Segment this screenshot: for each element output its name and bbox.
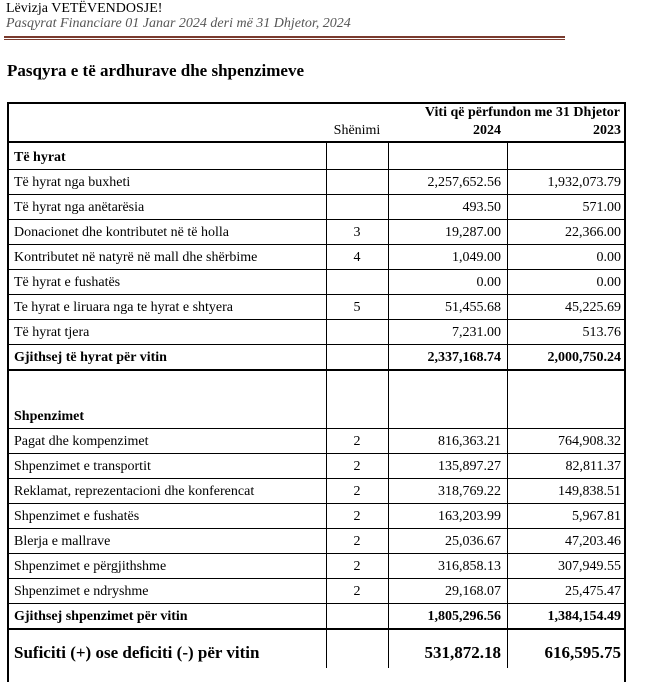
expense-total-value-2023: 1,384,154.49 bbox=[547, 609, 621, 624]
expense-row-value-2023: 82,811.37 bbox=[565, 459, 621, 474]
expense-row-value-2023: 149,838.51 bbox=[558, 484, 621, 499]
year-2023-header: 2023 bbox=[593, 123, 621, 138]
expense-row-label: Shpenzimet e përgjithshme bbox=[14, 559, 167, 574]
revenue-total-value-2023: 2,000,750.24 bbox=[547, 350, 621, 365]
revenue-row-value-2024: 51,455.68 bbox=[445, 300, 501, 315]
row-divider bbox=[8, 603, 625, 604]
expense-row-value-2024: 816,363.21 bbox=[438, 434, 501, 449]
expense-heading: Shpenzimet bbox=[14, 409, 84, 424]
period-label: Viti që përfundon me 31 Dhjetor bbox=[424, 105, 620, 120]
revenue-total-label: Gjithsej të hyrat për vitin bbox=[14, 350, 167, 365]
expense-row-note: 2 bbox=[353, 584, 361, 599]
row-divider bbox=[8, 478, 625, 479]
revenue-row-value-2023: 0.00 bbox=[596, 275, 621, 290]
revenue-row-label: Te hyrat e liruara nga te hyrat e shtyera bbox=[14, 300, 234, 315]
expense-row-value-2024: 25,036.67 bbox=[445, 534, 501, 549]
column-divider bbox=[326, 142, 327, 668]
revenue-row-label: Të hyrat e fushatës bbox=[14, 275, 121, 290]
expense-row-label: Shpenzimet e fushatës bbox=[14, 509, 140, 524]
expense-row-note: 2 bbox=[353, 559, 361, 574]
expense-row-value-2023: 5,967.81 bbox=[572, 509, 621, 524]
expense-row-label: Shpenzimet e ndryshme bbox=[14, 584, 149, 599]
revenue-row-value-2023: 1,932,073.79 bbox=[547, 175, 621, 190]
row-divider bbox=[8, 503, 625, 504]
revenue-row-label: Të hyrat tjera bbox=[14, 325, 90, 340]
column-divider bbox=[507, 142, 508, 668]
row-divider bbox=[8, 553, 625, 554]
column-divider bbox=[388, 142, 389, 668]
expense-row-note: 2 bbox=[353, 509, 361, 524]
row-divider bbox=[8, 344, 625, 345]
expense-row-label: Shpenzimet e transportit bbox=[14, 459, 151, 474]
row-divider bbox=[8, 194, 625, 195]
revenue-row-note: 5 bbox=[353, 300, 361, 315]
row-divider bbox=[8, 294, 625, 295]
expense-total-label: Gjithsej shpenzimet për vitin bbox=[14, 609, 188, 624]
note-column-header: Shënimi bbox=[333, 123, 381, 138]
surplus-label: Suficiti (+) ose deficiti (-) për vitin bbox=[14, 643, 260, 662]
row-divider bbox=[8, 453, 625, 454]
report-subtitle: Pasqyrat Financiare 01 Janar 2024 deri më 31 Dhjetor, 2024 bbox=[6, 16, 351, 31]
expense-row-note: 2 bbox=[353, 459, 361, 474]
expense-row-note: 2 bbox=[353, 484, 361, 499]
expense-row-value-2024: 29,168.07 bbox=[445, 584, 501, 599]
revenue-total-value-2024: 2,337,168.74 bbox=[427, 350, 501, 365]
revenue-row-value-2024: 7,231.00 bbox=[452, 325, 501, 340]
revenue-row-label: Donacionet dhe kontributet në të holla bbox=[14, 225, 229, 240]
header-rule bbox=[4, 36, 565, 38]
expense-row-value-2023: 25,475.47 bbox=[565, 584, 621, 599]
expense-row-note: 2 bbox=[353, 434, 361, 449]
revenue-heading: Të hyrat bbox=[14, 150, 66, 165]
surplus-value-2023: 616,595.75 bbox=[544, 643, 621, 662]
row-divider bbox=[8, 578, 625, 579]
revenue-row-value-2023: 571.00 bbox=[582, 200, 621, 215]
org-name: Lëvizja VETËVENDOSJE! bbox=[6, 1, 163, 16]
page-title: Pasqyra e të ardhurave dhe shpenzimeve bbox=[7, 61, 305, 80]
revenue-row-note: 4 bbox=[353, 250, 361, 265]
revenue-row-value-2023: 45,225.69 bbox=[565, 300, 621, 315]
expense-row-value-2023: 47,203.46 bbox=[565, 534, 621, 549]
row-divider bbox=[8, 244, 625, 245]
total-divider bbox=[7, 369, 626, 371]
revenue-row-value-2024: 19,287.00 bbox=[445, 225, 501, 240]
row-divider bbox=[8, 528, 625, 529]
expense-row-value-2024: 316,858.13 bbox=[438, 559, 501, 574]
total-divider bbox=[7, 628, 626, 630]
expense-row-value-2024: 135,897.27 bbox=[438, 459, 501, 474]
revenue-row-note: 3 bbox=[353, 225, 361, 240]
header-divider bbox=[7, 141, 626, 143]
expense-row-label: Reklamat, reprezentacioni dhe konferencat bbox=[14, 484, 255, 499]
row-divider bbox=[8, 219, 625, 220]
expense-row-value-2023: 307,949.55 bbox=[558, 559, 621, 574]
revenue-row-label: Kontributet në natyrë në mall dhe shërbime bbox=[14, 250, 258, 265]
surplus-value-2024: 531,872.18 bbox=[424, 643, 501, 662]
expense-row-label: Pagat dhe kompenzimet bbox=[14, 434, 149, 449]
revenue-row-value-2024: 493.50 bbox=[462, 200, 501, 215]
row-divider bbox=[8, 269, 625, 270]
revenue-row-value-2024: 0.00 bbox=[476, 275, 501, 290]
expense-row-value-2023: 764,908.32 bbox=[558, 434, 621, 449]
revenue-row-label: Të hyrat nga anëtarësia bbox=[14, 200, 145, 215]
revenue-row-value-2023: 513.76 bbox=[582, 325, 621, 340]
row-divider bbox=[8, 319, 625, 320]
expense-row-value-2024: 163,203.99 bbox=[438, 509, 501, 524]
expense-total-value-2024: 1,805,296.56 bbox=[427, 609, 501, 624]
expense-row-value-2024: 318,769.22 bbox=[438, 484, 501, 499]
expense-row-label: Blerja e mallrave bbox=[14, 534, 111, 549]
expense-row-note: 2 bbox=[353, 534, 361, 549]
revenue-row-label: Të hyrat nga buxheti bbox=[14, 175, 131, 190]
revenue-row-value-2024: 2,257,652.56 bbox=[427, 175, 501, 190]
row-divider bbox=[8, 169, 625, 170]
row-divider bbox=[8, 428, 625, 429]
revenue-row-value-2024: 1,049.00 bbox=[452, 250, 501, 265]
year-2024-header: 2024 bbox=[473, 123, 501, 138]
revenue-row-value-2023: 22,366.00 bbox=[565, 225, 621, 240]
header-rule-thin bbox=[4, 39, 565, 40]
revenue-row-value-2023: 0.00 bbox=[596, 250, 621, 265]
